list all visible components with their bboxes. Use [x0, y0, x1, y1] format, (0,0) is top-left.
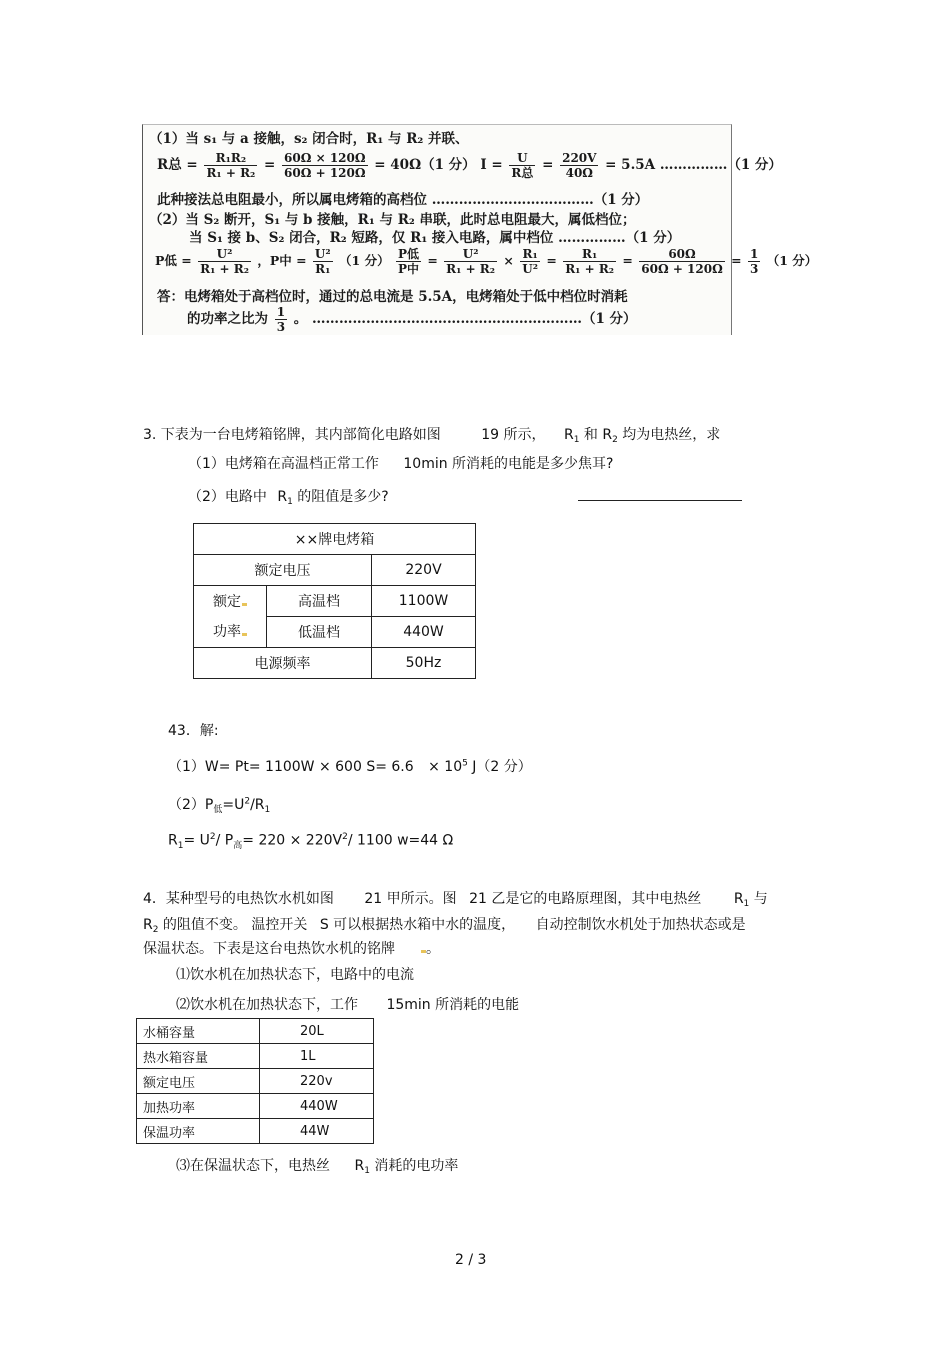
solution-43-line-1: （1）W= Pt= 1100W × 600 $S= 6.6 \times 10^5$ J（2 分） — [168, 758, 532, 775]
oven-nameplate-table — [193, 523, 476, 679]
question-4-line-1: 4．某种型号的电热饮水机如图 21 甲所示。图 21 乙是它的电路原理图，其中电热丝 $R_1$ 与 — [143, 891, 768, 909]
scan-line-6: P低 = $\frac{\text{U²}}{\text{R₁ + R₂}}$ ，P中 = $\frac{\text{U²}}{\text{R₁}}$ （1 分） $\frac{\text{P低}}{\text{P中}}$ = $\frac{\text{U²}}{\text{R₁ + R₂}}$ × $\frac{\text{R₁}}{\text{U²}}$ = $\frac{\text{R₁}}{\text{R₁ + R₂}}$ = $\frac{60\Omega}{60\Omega + 120\Omega}$ = $\frac{1}{3}$ （1 分） — [155, 247, 818, 276]
solution-43-line-2: $(2)P_低=U^2/R_1$ — [168, 796, 271, 815]
low-temp-value: 440W — [372, 617, 476, 648]
row-label: 额定电压 — [137, 1069, 260, 1094]
solution-43-line-3: $R_1= U^2/$ $P_高= 220 \times 220V^2/$ 1100 w=44 Ω — [168, 832, 454, 851]
row-value: 1L — [260, 1044, 374, 1069]
scan-line-8: 的功率之比为 $\frac{1}{3}$ 。 ……………………………………………………（1 分） — [187, 305, 637, 334]
scan-line-2: R总 = $\frac{\text{R₁R₂}}{\text{R₁ + R₂}}$ = $\frac{60\Omega \times 120\Omega}{60\Omega + 120\Omega}$ = 40Ω（1 分） I = $\frac{U}{\text{R总}}$ = $\frac{220V}{40\Omega}$ = 5.5A ……………（1 分） — [157, 151, 782, 180]
question-4-line-3: 保温状态。下表是这台电热饮水机的铭牌 。 — [143, 941, 440, 957]
row-value: 220v — [260, 1069, 374, 1094]
rated-power-label: 额定 功率 — [194, 586, 267, 648]
frequency-label: 电源频率 — [194, 648, 372, 679]
solution-43-head: 43．解: — [168, 723, 219, 739]
table-row — [137, 1119, 374, 1144]
answer-blank-line — [578, 500, 742, 501]
row-label: 热水箱容量 — [137, 1044, 260, 1069]
dispenser-nameplate-table — [136, 1018, 374, 1144]
row-label: 加热功率 — [137, 1094, 260, 1119]
high-temp-label: 高温档 — [267, 586, 372, 617]
table-row — [137, 1094, 374, 1119]
question-4-line-2: $R_2$ 的阻值不变。 温控开关 S 可以根据热水箱中水的温度， 自动控制饮水机处于加热状态或是 — [143, 917, 746, 935]
row-value: 440W — [260, 1094, 374, 1119]
question-3-stem: 3. 下表为一台电烤箱铭牌，其内部简化电路如图 19 所示， $R_1$ 和 $R_2$ 均为电热丝，求 — [143, 427, 721, 445]
question-4-sub-2: ⑵饮水机在加热状态下，工作 15min 所消耗的电能 — [176, 997, 520, 1013]
frequency-value: 50Hz — [372, 648, 476, 679]
high-temp-value: 1100W — [372, 586, 476, 617]
rated-voltage-value: 220V — [372, 555, 476, 586]
question-4-sub-3: ⑶在保温状态下，电热丝 $R_1$ 消耗的电功率 — [176, 1158, 459, 1176]
row-label: 保温功率 — [137, 1119, 260, 1144]
question-3-sub-2: （2）电路中 $R_1$ 的阻值是多少? — [188, 489, 389, 507]
scan-line-4: （2）当 S₂ 断开，S₁ 与 b 接触，R₁ 与 R₂ 串联，此时总电阻最大，属低档位； — [149, 212, 636, 228]
scan-line-5: 当 S₁ 接 b、S₂ 闭合，R₂ 短路，仅 R₁ 接入电路，属中档位 ……………（1 分） — [189, 230, 681, 246]
row-label: 水桶容量 — [137, 1019, 260, 1044]
question-3-sub-1: （1）电烤箱在高温档正常工作 10min 所消耗的电能是多少焦耳? — [188, 456, 614, 472]
row-value: 20L — [260, 1019, 374, 1044]
low-temp-label: 低温档 — [267, 617, 372, 648]
table-title: ××牌电烤箱 — [194, 524, 476, 555]
rated-voltage-label: 额定电压 — [194, 555, 372, 586]
page-number: 2 / 3 — [455, 1252, 487, 1268]
question-4-sub-1: ⑴饮水机在加热状态下，电路中的电流 — [176, 967, 414, 983]
scan-line-1: （1）当 s₁ 与 a 接触，s₂ 闭合时，R₁ 与 R₂ 并联、 — [149, 131, 469, 147]
row-value: 44W — [260, 1119, 374, 1144]
scan-line-3: 此种接法总电阻最小，所以属电烤箱的高档位 ………………………………（1 分） — [157, 192, 649, 208]
table-row — [137, 1044, 374, 1069]
table-row — [137, 1069, 374, 1094]
scanned-solution-image — [142, 124, 818, 335]
table-row — [137, 1019, 374, 1044]
scan-line-7: 答：电烤箱处于高档位时，通过的总电流是 5.5A，电烤箱处于低中档位时消耗 — [157, 289, 628, 305]
